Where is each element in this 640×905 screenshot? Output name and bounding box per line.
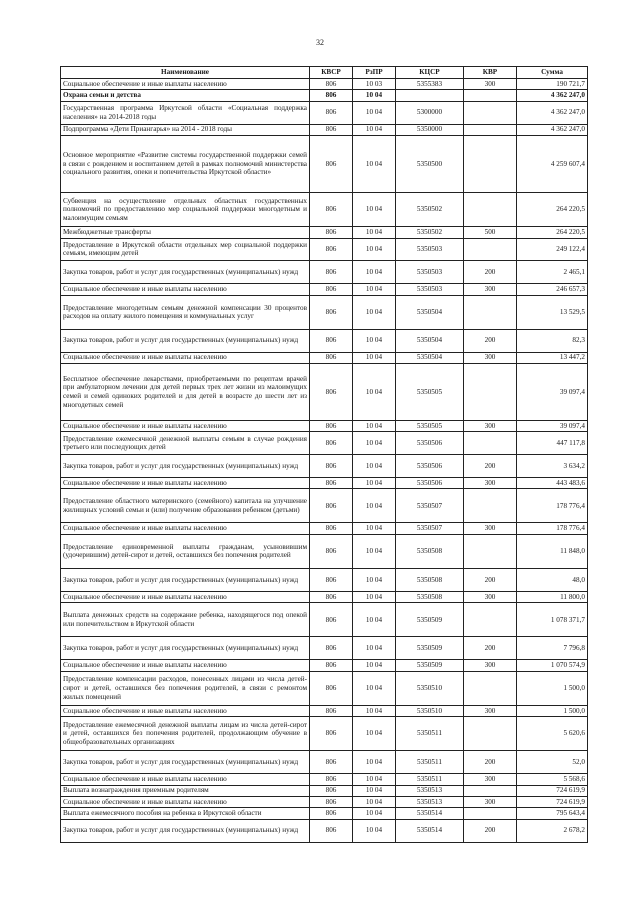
row-kvsr: 806 — [310, 523, 353, 534]
row-name: Закупка товаров, работ и услуг для государственных (муниципальных) нужд — [61, 637, 310, 660]
row-kcsr: 5350506 — [396, 432, 464, 455]
row-name: Предоставление ежемесячной денежной выплаты семьям в случае рождения третьего или последующих детей — [61, 432, 310, 455]
row-sum: 1 500,0 — [517, 705, 588, 716]
row-sum: 1 070 574,9 — [517, 660, 588, 671]
table-row — [61, 261, 588, 284]
header-kcsr: КЦСР — [396, 67, 464, 79]
row-name: Закупка товаров, работ и услуг для государственных (муниципальных) нужд — [61, 569, 310, 592]
row-kcsr: 5350514 — [396, 819, 464, 842]
row-kvr — [464, 432, 517, 455]
row-kcsr: 5350504 — [396, 329, 464, 352]
row-kvr: 200 — [464, 569, 517, 592]
row-kvr — [464, 124, 517, 135]
row-kvr: 300 — [464, 591, 517, 602]
row-kvsr: 806 — [310, 637, 353, 660]
row-rzpr: 10 04 — [353, 363, 396, 420]
row-rzpr: 10 04 — [353, 295, 396, 329]
row-kvr: 200 — [464, 637, 517, 660]
row-kvsr: 806 — [310, 135, 353, 192]
row-sum: 2 678,2 — [517, 819, 588, 842]
row-sum: 4 259 607,4 — [517, 135, 588, 192]
row-kcsr: 5350000 — [396, 124, 464, 135]
row-kcsr: 5350502 — [396, 227, 464, 238]
row-name: Социальное обеспечение и иные выплаты населению — [61, 477, 310, 488]
row-kvsr: 806 — [310, 569, 353, 592]
table-row — [61, 671, 588, 705]
table-row — [61, 363, 588, 420]
row-kvsr: 806 — [310, 124, 353, 135]
row-kcsr — [396, 90, 464, 101]
row-kcsr: 5350503 — [396, 238, 464, 261]
row-name: Предоставление в Иркутской области отдельных мер социальной поддержки семьям, имеющим детей — [61, 238, 310, 261]
row-kcsr: 5350508 — [396, 569, 464, 592]
row-rzpr: 10 04 — [353, 637, 396, 660]
row-kvr: 200 — [464, 261, 517, 284]
row-kvr — [464, 192, 517, 226]
table-row — [61, 90, 588, 101]
row-kvr: 200 — [464, 751, 517, 774]
row-kvr — [464, 135, 517, 192]
row-kcsr: 5350507 — [396, 523, 464, 534]
row-rzpr: 10 04 — [353, 455, 396, 478]
row-sum: 724 619,9 — [517, 796, 588, 807]
row-sum: 2 465,1 — [517, 261, 588, 284]
table-row — [61, 124, 588, 135]
row-kvr — [464, 90, 517, 101]
table-row — [61, 420, 588, 431]
page-number: 32 — [316, 38, 324, 47]
row-name: Предоставление единовременной выплаты гражданам, усыновившим (удочерившим) детей-сирот и детей, оставшихся без попечения родителей — [61, 534, 310, 568]
row-name: Предоставление ежемесячной денежной выплаты лицам из числа детей-сирот и детей, оставшихся без попечения родителей, продолжающим обучение в общеобразовательных организациях — [61, 717, 310, 751]
row-kvr: 300 — [464, 477, 517, 488]
row-rzpr: 10 04 — [353, 238, 396, 261]
row-name: Закупка товаров, работ и услуг для государственных (муниципальных) нужд — [61, 819, 310, 842]
row-kvsr: 806 — [310, 352, 353, 363]
row-kvsr: 806 — [310, 363, 353, 420]
row-sum: 13 529,5 — [517, 295, 588, 329]
row-rzpr: 10 04 — [353, 352, 396, 363]
table-row — [61, 101, 588, 124]
table-row — [61, 295, 588, 329]
row-name: Выплата денежных средств на содержание ребенка, находящегося под опекой или попечительством в Иркутской области — [61, 603, 310, 637]
row-kcsr: 5350511 — [396, 774, 464, 785]
table-row — [61, 603, 588, 637]
row-sum: 246 657,3 — [517, 284, 588, 295]
table-row — [61, 238, 588, 261]
table-row — [61, 534, 588, 568]
row-rzpr: 10 04 — [353, 124, 396, 135]
row-kvr — [464, 603, 517, 637]
row-name: Предоставление областного материнского (семейного) капитала на улучшение жилищных условий семьи и (или) получение образования ребенком (детьми) — [61, 489, 310, 523]
row-rzpr: 10 04 — [353, 432, 396, 455]
row-kvr: 300 — [464, 705, 517, 716]
row-kvsr: 806 — [310, 785, 353, 796]
row-kcsr: 5350506 — [396, 455, 464, 478]
row-kcsr: 5350507 — [396, 489, 464, 523]
row-name: Подпрограмма «Дети Приангарья» на 2014 - 2018 годы — [61, 124, 310, 135]
row-kvsr: 806 — [310, 660, 353, 671]
table-row — [61, 774, 588, 785]
row-sum: 13 447,2 — [517, 352, 588, 363]
row-rzpr: 10 04 — [353, 603, 396, 637]
row-name: Социальное обеспечение и иные выплаты населению — [61, 591, 310, 602]
row-kvr: 300 — [464, 523, 517, 534]
table-row — [61, 785, 588, 796]
row-kvr: 200 — [464, 819, 517, 842]
row-kcsr: 5350513 — [396, 796, 464, 807]
row-kvsr: 806 — [310, 238, 353, 261]
row-sum: 3 634,2 — [517, 455, 588, 478]
row-sum: 39 097,4 — [517, 420, 588, 431]
row-kvsr: 806 — [310, 819, 353, 842]
row-rzpr: 10 04 — [353, 192, 396, 226]
table-row — [61, 569, 588, 592]
row-kvr — [464, 295, 517, 329]
row-name: Социальное обеспечение и иные выплаты населению — [61, 796, 310, 807]
row-sum: 178 776,4 — [517, 523, 588, 534]
row-rzpr: 10 04 — [353, 717, 396, 751]
row-rzpr: 10 04 — [353, 569, 396, 592]
row-kvsr: 806 — [310, 489, 353, 523]
row-kvsr: 806 — [310, 284, 353, 295]
header-kvr: КВР — [464, 67, 517, 79]
row-kcsr: 5350506 — [396, 477, 464, 488]
row-kvr — [464, 238, 517, 261]
row-rzpr: 10 04 — [353, 90, 396, 101]
table-row — [61, 717, 588, 751]
row-kcsr: 5350505 — [396, 420, 464, 431]
header-sum: Сумма — [517, 67, 588, 79]
row-kvsr: 806 — [310, 329, 353, 352]
row-name: Социальное обеспечение и иные выплаты населению — [61, 284, 310, 295]
row-rzpr: 10 04 — [353, 101, 396, 124]
row-kvsr: 806 — [310, 591, 353, 602]
row-name: Государственная программа Иркутской области «Социальная поддержка населения» на 2014-2018 годы — [61, 101, 310, 124]
row-sum: 249 122,4 — [517, 238, 588, 261]
row-kcsr: 5350509 — [396, 637, 464, 660]
row-sum: 1 078 371,7 — [517, 603, 588, 637]
row-kcsr: 5350508 — [396, 591, 464, 602]
row-sum: 264 220,5 — [517, 192, 588, 226]
row-kcsr: 5350504 — [396, 295, 464, 329]
row-kcsr: 5350511 — [396, 751, 464, 774]
row-name: Социальное обеспечение и иные выплаты населению — [61, 774, 310, 785]
table-row — [61, 660, 588, 671]
row-kvsr: 806 — [310, 420, 353, 431]
row-kcsr: 5350508 — [396, 534, 464, 568]
row-name: Предоставление компенсации расходов, понесенных лицами из числа детей-сирот и детей, оставшихся без попечения родителей, в связи с ремонтом жилых помещений — [61, 671, 310, 705]
row-name: Бесплатное обеспечение лекарствами, приобретаемыми по рецептам врачей при амбулаторном лечении для детей первых трех лет жизни из малоимущих семей и семей одиноких родителей и для детей в возрасте до шести лет из многодетных семей — [61, 363, 310, 420]
row-kvsr: 806 — [310, 603, 353, 637]
row-name: Социальное обеспечение и иные выплаты населению — [61, 705, 310, 716]
row-rzpr: 10 04 — [353, 135, 396, 192]
row-sum: 795 643,4 — [517, 808, 588, 819]
row-kvr — [464, 808, 517, 819]
row-sum: 190 721,7 — [517, 79, 588, 90]
row-kcsr: 5350514 — [396, 808, 464, 819]
header-kvsr: КВСР — [310, 67, 353, 79]
table-row — [61, 192, 588, 226]
table-row — [61, 329, 588, 352]
row-kvsr: 806 — [310, 717, 353, 751]
header-name: Наименование — [61, 67, 310, 79]
budget-table — [60, 66, 588, 843]
table-row — [61, 751, 588, 774]
row-sum: 39 097,4 — [517, 363, 588, 420]
row-rzpr: 10 04 — [353, 534, 396, 568]
row-kvr — [464, 671, 517, 705]
row-kvsr: 806 — [310, 534, 353, 568]
table-row — [61, 637, 588, 660]
row-sum: 4 362 247,0 — [517, 124, 588, 135]
row-kcsr: 5350503 — [396, 284, 464, 295]
row-rzpr: 10 04 — [353, 523, 396, 534]
row-rzpr: 10 04 — [353, 671, 396, 705]
row-kvr: 300 — [464, 796, 517, 807]
table-row — [61, 79, 588, 90]
row-kvr — [464, 534, 517, 568]
table-row — [61, 705, 588, 716]
row-kcsr: 5350513 — [396, 785, 464, 796]
row-kvr: 300 — [464, 352, 517, 363]
row-name: Основное мероприятие «Развитие системы государственной поддержки семей в связи с рождением и воспитанием детей в рамках полномочий министерства социального развития, опеки и попечительства Иркутской области» — [61, 135, 310, 192]
row-rzpr: 10 04 — [353, 705, 396, 716]
table-row — [61, 432, 588, 455]
row-name: Социальное обеспечение и иные выплаты населению — [61, 352, 310, 363]
row-kvsr: 806 — [310, 227, 353, 238]
row-kvr: 300 — [464, 79, 517, 90]
row-kvr — [464, 489, 517, 523]
table-row — [61, 477, 588, 488]
row-kvr — [464, 363, 517, 420]
row-kcsr: 5350502 — [396, 192, 464, 226]
row-name: Социальное обеспечение и иные выплаты населению — [61, 660, 310, 671]
row-rzpr: 10 04 — [353, 477, 396, 488]
row-sum: 48,0 — [517, 569, 588, 592]
row-kcsr: 5350509 — [396, 660, 464, 671]
row-kvr: 300 — [464, 420, 517, 431]
row-kcsr: 5350510 — [396, 671, 464, 705]
row-kvsr: 806 — [310, 796, 353, 807]
row-kvsr: 806 — [310, 432, 353, 455]
row-rzpr: 10 04 — [353, 751, 396, 774]
table-row — [61, 284, 588, 295]
row-name: Охрана семьи и детства — [61, 90, 310, 101]
row-sum: 11 848,0 — [517, 534, 588, 568]
row-kvsr: 806 — [310, 261, 353, 284]
row-kvsr: 806 — [310, 455, 353, 478]
row-rzpr: 10 04 — [353, 774, 396, 785]
row-sum: 443 483,6 — [517, 477, 588, 488]
row-name: Предоставление многодетным семьям денежной компенсации 30 процентов расходов на оплату жилого помещения и коммунальных услуг — [61, 295, 310, 329]
row-kvr: 200 — [464, 329, 517, 352]
row-kvsr: 806 — [310, 671, 353, 705]
table-row — [61, 489, 588, 523]
row-name: Социальное обеспечение и иные выплаты населению — [61, 79, 310, 90]
row-kvr — [464, 717, 517, 751]
row-rzpr: 10 04 — [353, 489, 396, 523]
row-sum: 724 619,9 — [517, 785, 588, 796]
table-row — [61, 523, 588, 534]
row-sum: 178 776,4 — [517, 489, 588, 523]
row-sum: 5 620,6 — [517, 717, 588, 751]
row-name: Закупка товаров, работ и услуг для государственных (муниципальных) нужд — [61, 455, 310, 478]
row-kvsr: 806 — [310, 774, 353, 785]
row-rzpr: 10 04 — [353, 808, 396, 819]
table-body — [61, 79, 588, 843]
table-row — [61, 352, 588, 363]
row-sum: 5 568,6 — [517, 774, 588, 785]
row-kvsr: 806 — [310, 90, 353, 101]
row-kvsr: 806 — [310, 79, 353, 90]
row-kvr: 200 — [464, 455, 517, 478]
row-kvr: 300 — [464, 660, 517, 671]
row-kvsr: 806 — [310, 295, 353, 329]
row-kvsr: 806 — [310, 751, 353, 774]
row-kvsr: 806 — [310, 808, 353, 819]
row-sum: 447 117,8 — [517, 432, 588, 455]
row-rzpr: 10 04 — [353, 227, 396, 238]
row-name: Субвенция на осуществление отдельных областных государственных полномочий по предоставлению мер социальной поддержки многодетным и малоимущим семьям — [61, 192, 310, 226]
row-kvr: 300 — [464, 284, 517, 295]
row-kcsr: 5350504 — [396, 352, 464, 363]
row-name: Выплата ежемесячного пособия на ребенка в Иркутской области — [61, 808, 310, 819]
row-rzpr: 10 03 — [353, 79, 396, 90]
row-sum: 52,0 — [517, 751, 588, 774]
table-row — [61, 455, 588, 478]
row-name: Закупка товаров, работ и услуг для государственных (муниципальных) нужд — [61, 329, 310, 352]
row-kcsr: 5300000 — [396, 101, 464, 124]
row-rzpr: 10 04 — [353, 819, 396, 842]
row-rzpr: 10 04 — [353, 591, 396, 602]
row-kcsr: 5350511 — [396, 717, 464, 751]
row-kcsr: 5350505 — [396, 363, 464, 420]
row-sum: 4 362 247,0 — [517, 101, 588, 124]
table-row — [61, 227, 588, 238]
row-rzpr: 10 04 — [353, 785, 396, 796]
row-kvr — [464, 785, 517, 796]
row-sum: 7 796,8 — [517, 637, 588, 660]
row-name: Закупка товаров, работ и услуг для государственных (муниципальных) нужд — [61, 751, 310, 774]
table-row — [61, 796, 588, 807]
row-kcsr: 5350500 — [396, 135, 464, 192]
row-name: Закупка товаров, работ и услуг для государственных (муниципальных) нужд — [61, 261, 310, 284]
row-kcsr: 5350503 — [396, 261, 464, 284]
row-sum: 11 800,0 — [517, 591, 588, 602]
header-rzpr: РзПР — [353, 67, 396, 79]
table-row — [61, 591, 588, 602]
row-name: Межбюджетные трансферты — [61, 227, 310, 238]
row-kvsr: 806 — [310, 705, 353, 716]
row-sum: 4 362 247,0 — [517, 90, 588, 101]
row-kvr: 500 — [464, 227, 517, 238]
row-rzpr: 10 04 — [353, 261, 396, 284]
row-name: Выплата вознаграждения приемным родителям — [61, 785, 310, 796]
row-rzpr: 10 04 — [353, 284, 396, 295]
row-kvr: 300 — [464, 774, 517, 785]
row-rzpr: 10 04 — [353, 329, 396, 352]
table-row — [61, 808, 588, 819]
row-kcsr: 5350509 — [396, 603, 464, 637]
row-kcsr: 5350510 — [396, 705, 464, 716]
row-rzpr: 10 04 — [353, 796, 396, 807]
row-sum: 264 220,5 — [517, 227, 588, 238]
row-name: Социальное обеспечение и иные выплаты населению — [61, 523, 310, 534]
row-rzpr: 10 04 — [353, 420, 396, 431]
row-kcsr: 5355383 — [396, 79, 464, 90]
row-kvsr: 806 — [310, 477, 353, 488]
row-kvsr: 806 — [310, 101, 353, 124]
table-row — [61, 135, 588, 192]
row-rzpr: 10 04 — [353, 660, 396, 671]
table-row — [61, 819, 588, 842]
row-kvsr: 806 — [310, 192, 353, 226]
row-sum: 1 500,0 — [517, 671, 588, 705]
row-kvr — [464, 101, 517, 124]
table-header-row — [61, 67, 588, 79]
row-name: Социальное обеспечение и иные выплаты населению — [61, 420, 310, 431]
row-sum: 82,3 — [517, 329, 588, 352]
